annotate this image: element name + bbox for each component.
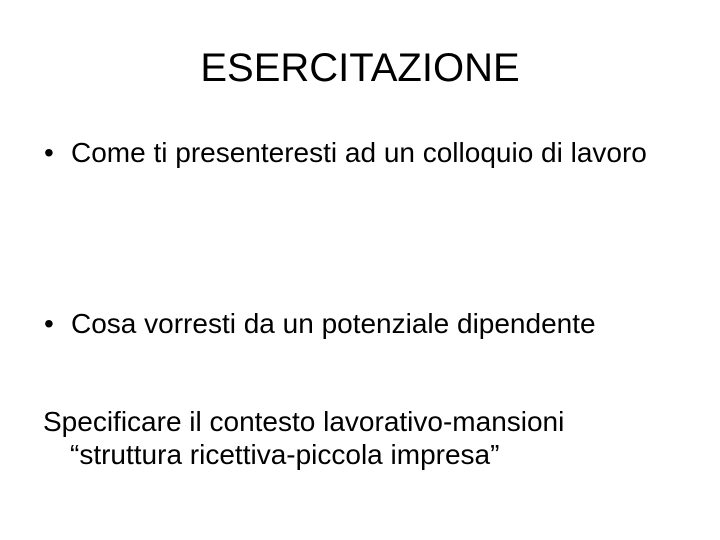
slide-title: ESERCITAZIONE [200, 46, 520, 90]
context-paragraph [43, 405, 693, 471]
paragraph-line: Specificare il contesto lavorativo-mansioni [43, 406, 565, 437]
bullet-text: Cosa vorresti da un potenziale dipendente [71, 308, 596, 339]
paragraph-line-quoted: “struttura ricettiva-piccola impresa” [70, 439, 500, 470]
bullet-item [44, 136, 684, 169]
bullet-dot: • [44, 137, 54, 168]
bullet-item [44, 307, 684, 340]
bullet-text: Come ti presenteresti ad un colloquio di lavoro [71, 137, 647, 168]
bullet-dot: • [44, 308, 54, 339]
